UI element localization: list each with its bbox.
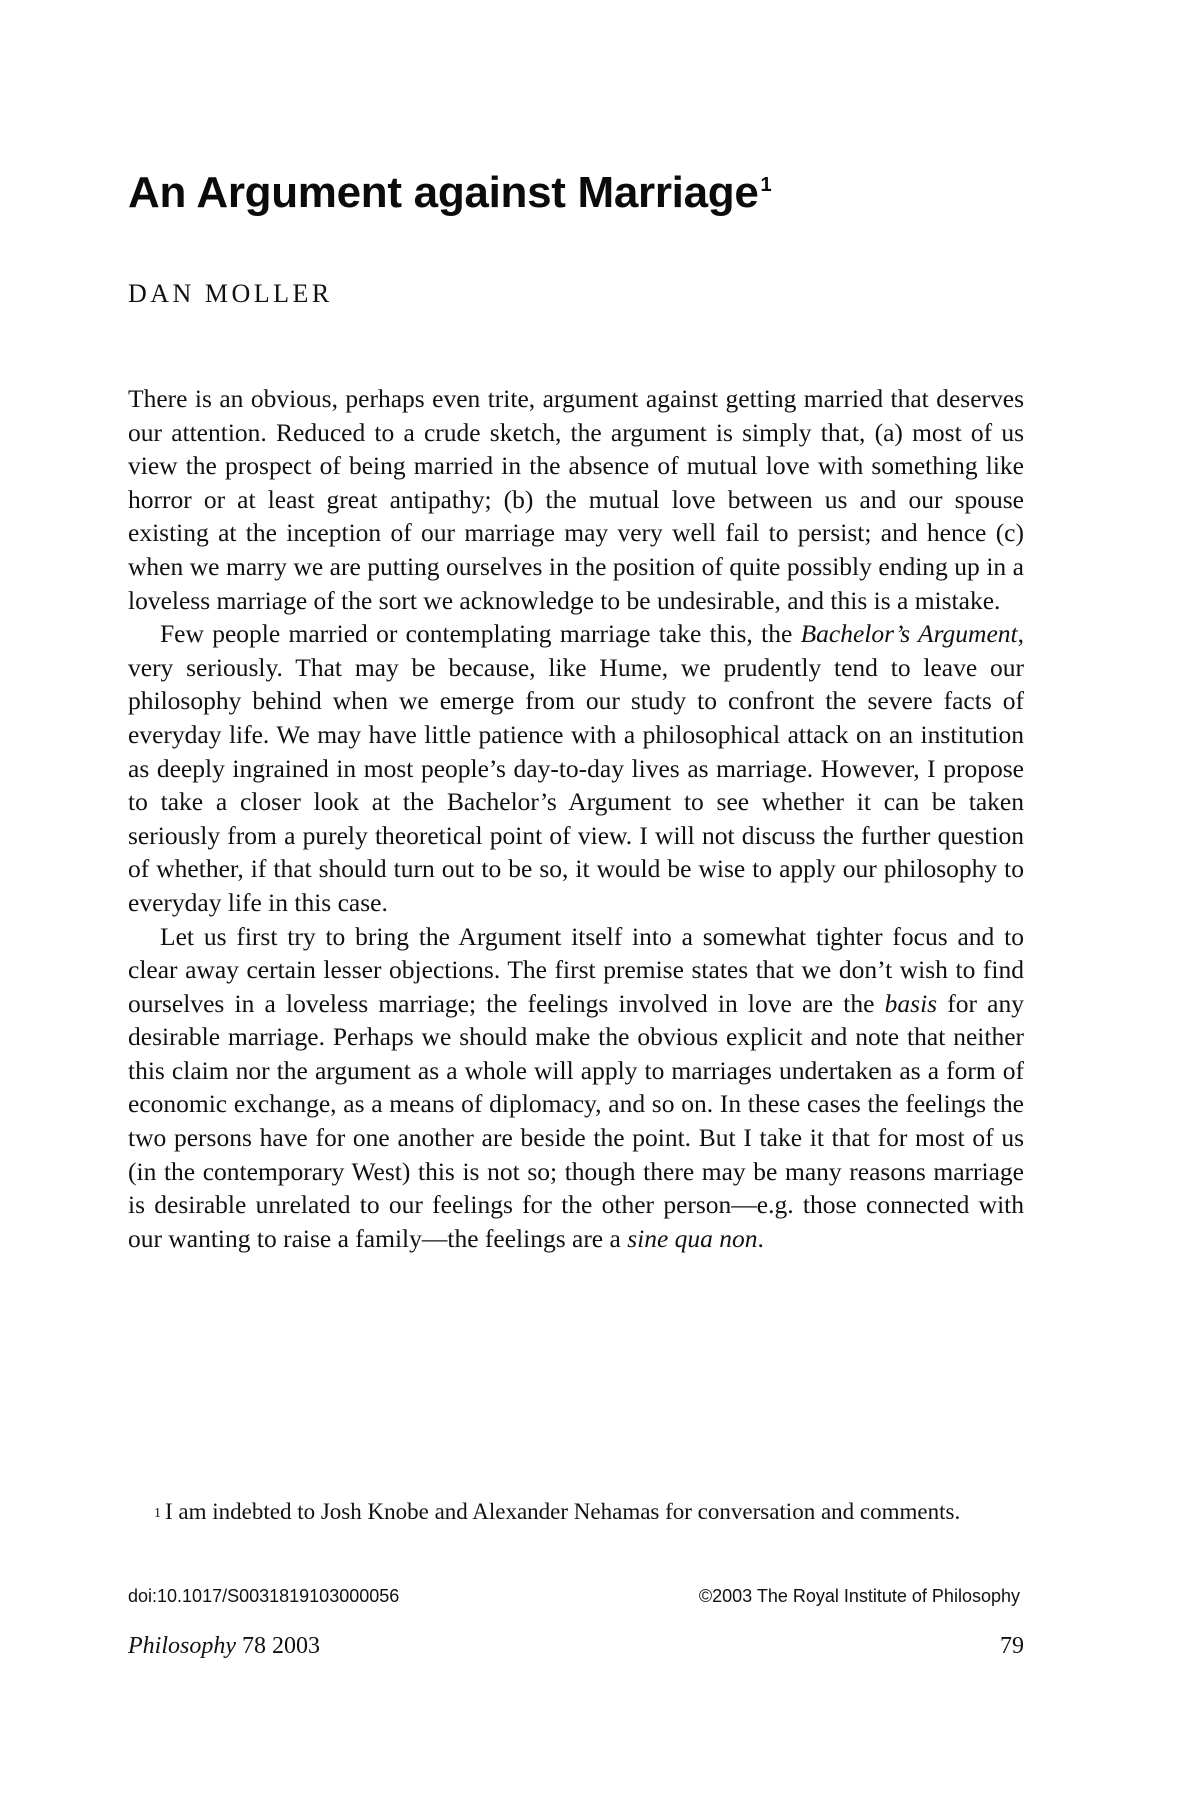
body-paragraph-1: There is an obvious, perhaps even trite, argument against getting married that deserves our attention. Reduced to a crude sketch, the argument is simply that, (a) most of us view the prospect of being married in the absence of mutual love with something like horror or at least great antipathy; (b) the mutual love between us and our spouse existing at the inception of our marriage may very well fail to persist; and hence (c) when we marry we are putting ourselves in the position of quite possibly ending up in a loveless marriage of the sort we acknowledge to be undesirable, and this is a mistake. [128, 384, 1024, 615]
page-number: 79 [1000, 1633, 1024, 1659]
paragraph-2-text-rest: , very seriously. That may be because, like Hume, we prudently tend to leave our philosophy behind when we emerge from our study to confront the severe facts of everyday life. We may have little patience with a philosophical attack on an institution as deeply ingrained in most people’s day-to-day lives as marriage. However, I propose to take a closer look at the Bachelor’s Argument to see whether it can be taken seriously from a purely theoretical point of view. I will not discuss the further question of whether, if that should turn out to be so, it would be wise to apply our philosophy to everyday life in this case. [128, 619, 1024, 917]
article-title-text: An Argument against Marriage [128, 168, 759, 217]
copyright-notice: ©2003 The Royal Institute of Philosophy [698, 1586, 1020, 1606]
article-author: DAN MOLLER [128, 279, 333, 308]
footnote-text: I am indebted to Josh Knobe and Alexander Nehamas for conversation and comments. [165, 1499, 961, 1524]
paper-page [128, 0, 1024, 1803]
paragraph-3-text-middle: for any desirable marriage. Perhaps we should make the obvious explicit and note that neither this claim nor the argument as a whole will apply to marriages undertaken as a form of economic exchange, as a means of diplomacy, and so on. In these cases the feelings the two persons have for one another are beside the point. But I take it that for most of us (in the contemporary West) this is not so; though there may be many reasons marriage is desirable unrelated to our feelings for the other person—e.g. those connected with our wanting to raise a family—the feelings are a [128, 988, 1024, 1253]
paragraph-3-text-start: Let us first try to bring the Argument itself into a somewhat tighter focus and to clear away certain lesser objections. The first premise states that we don’t wish to find ourselves in a loveless marriage; the feelings involved in love are the [128, 921, 1024, 1018]
article-body [128, 382, 1024, 1255]
article-title [128, 168, 771, 218]
doi-link[interactable]: doi:10.1017/S0031819103000056 [128, 1586, 400, 1606]
paragraph-3-italic-latin: sine qua non [627, 1223, 758, 1253]
footnote-marker: 1 [154, 1506, 161, 1521]
paragraph-2-italic-term: Bachelor’s Argument [800, 619, 1018, 649]
journal-citation [128, 1633, 320, 1660]
journal-name: Philosophy [128, 1633, 236, 1659]
paragraph-2-text-start: Few people married or contemplating marriage take this, the [160, 619, 801, 649]
body-paragraph-3 [128, 920, 1024, 1256]
journal-volume-year: 78 2003 [236, 1633, 320, 1659]
paragraph-3-text-end: . [757, 1223, 764, 1253]
paragraph-3-italic-basis: basis [884, 988, 938, 1018]
body-paragraph-2 [128, 617, 1024, 919]
title-footnote-marker[interactable]: 1 [760, 174, 772, 196]
footnote [128, 1496, 1024, 1528]
